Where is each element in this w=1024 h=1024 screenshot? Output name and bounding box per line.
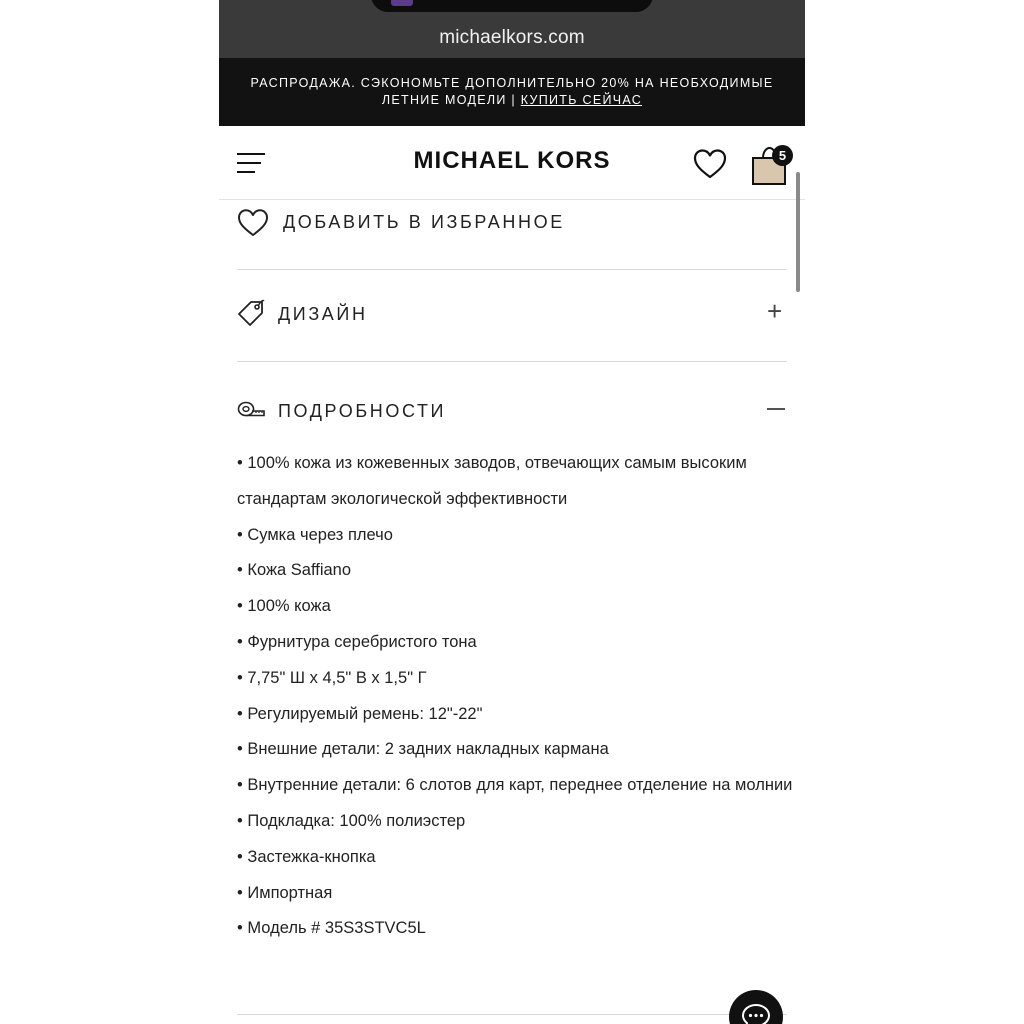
collapse-minus-icon[interactable]	[767, 408, 785, 410]
bag-count-badge: 5	[772, 145, 793, 166]
details-list	[237, 446, 797, 947]
heart-icon[interactable]	[693, 148, 727, 180]
list-item: • Импортная	[237, 883, 333, 902]
list-item: • Внутренние детали: 6 слотов для карт, переднее отделение на молнии	[237, 776, 793, 795]
list-item: • Фурнитура серебристого тона	[237, 632, 477, 651]
url-text[interactable]: michaelkors.com	[439, 27, 585, 48]
list-item: • Подкладка: 100% полиэстер	[237, 811, 466, 830]
add-to-favorites-row[interactable]	[237, 206, 787, 270]
list-item: • Регулируемый ремень: 12"-22"	[237, 704, 483, 723]
price-tag-icon	[237, 299, 265, 327]
list-item: • Модель # 35S3STVC5L	[237, 919, 426, 938]
list-item: • Внешние детали: 2 задних накладных кармана	[237, 740, 609, 759]
list-item: • Кожа Saffiano	[237, 561, 352, 580]
heart-outline-icon	[237, 208, 269, 238]
scrollbar[interactable]	[796, 172, 800, 292]
divider	[237, 1014, 787, 1015]
tape-measure-icon	[237, 400, 265, 420]
design-label: ДИЗАЙН	[278, 304, 368, 324]
add-to-favorites-label: ДОБАВИТЬ В ИЗБРАННОЕ	[283, 212, 565, 232]
details-accordion[interactable]	[237, 388, 787, 432]
chat-button[interactable]	[729, 990, 783, 1024]
promo-text: РАСПРОДАЖА. СЭКОНОМЬТЕ ДОПОЛНИТЕЛЬНО 20% НА НЕОБХОДИМЫЕ ЛЕТНИЕ МОДЕЛИ |	[250, 76, 774, 107]
promo-banner	[219, 58, 805, 126]
promo-shop-now-link[interactable]: КУПИТЬ СЕЙЧАС	[520, 93, 643, 107]
brand-logo[interactable]: MICHAEL KORS	[413, 147, 611, 174]
phone-screen	[219, 0, 805, 1024]
island-activity-icon	[391, 0, 413, 6]
details-label: ПОДРОБНОСТИ	[278, 401, 447, 421]
browser-address-bar	[219, 0, 805, 58]
site-header	[219, 126, 805, 200]
list-item: • 100% кожа	[237, 597, 331, 616]
list-item: • Застежка-кнопка	[237, 847, 376, 866]
list-item: • 100% кожа из кожевенных заводов, отвечающих самым высоким стандартам экологической эффективности	[237, 454, 747, 508]
dynamic-island	[371, 0, 653, 12]
list-item: • Сумка через плечо	[237, 525, 393, 544]
expand-plus-icon[interactable]: +	[767, 296, 783, 326]
chat-bubble-icon	[741, 1002, 771, 1024]
design-accordion[interactable]	[237, 271, 787, 362]
list-item: • 7,75" Ш x 4,5" В x 1,5" Г	[237, 668, 427, 687]
